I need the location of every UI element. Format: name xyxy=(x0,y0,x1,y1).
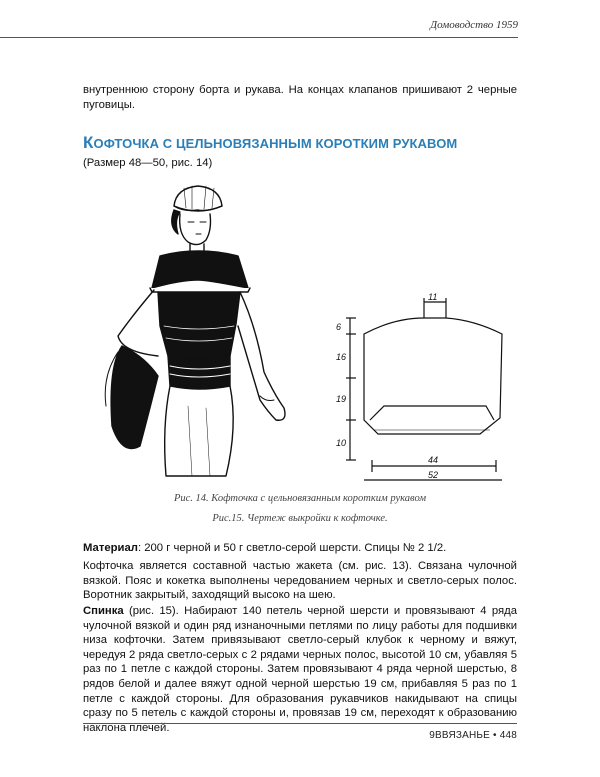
dim-left-3: 19 xyxy=(336,394,347,404)
description-paragraph: Кофточка является составной частью жакета (см. рис. 13). Связана чулочной вязкой. Пояс и кокетка выполнены чередованием черных и светло-серых полос. Воротник закрытый, заходящий высоко на шею. xyxy=(83,560,517,602)
section-title xyxy=(83,133,523,153)
pattern-diagram xyxy=(334,290,514,490)
dim-left-2: 16 xyxy=(336,352,347,362)
section-title-rest: ОФТОЧКА С ЦЕЛЬНОВЯЗАННЫМ КОРОТКИМ РУКАВОМ xyxy=(93,136,458,151)
section-subtitle: (Размер 48—50, рис. 14) xyxy=(83,157,213,169)
dim-bottom-outer: 52 xyxy=(428,470,439,480)
materials-label: Материал xyxy=(83,542,138,554)
running-head: Домоводство 1959 xyxy=(430,19,518,31)
dim-bottom-inner: 44 xyxy=(428,455,439,465)
dim-left-1: 6 xyxy=(336,322,342,332)
page-footer: 9ВВЯЗАНЬЕ • 448 xyxy=(429,730,517,741)
fashion-illustration-figure xyxy=(88,176,296,484)
header-rule xyxy=(0,37,518,38)
materials-paragraph xyxy=(83,541,517,556)
dim-top: 11 xyxy=(428,292,438,302)
footer-rule xyxy=(83,723,517,724)
materials-text: : 200 г черной и 50 г светло-серой шерсти. Спицы № 2 1/2. xyxy=(137,542,447,554)
back-label: Спинка xyxy=(83,605,124,617)
back-text: (рис. 15). Набирают 140 петель черной шерсти и провязывают 4 ряда чулочной вязкой и один ряд изнаночными петлями по лицу работы для подшивки низа кофточки. Затем привязывают светло-серый клубок к черному и вяжут, чередуя 2 ряда светло-серых с 2 рядами черных полос, высотой 10 см, убавляя 5 раз по 1 петле с каждой стороны. Затем провязывают 4 ряда черной шерстью, 8 рядов белой и далее вяжут одной черной шерстью 19 см, прибавляя 5 раз по 1 петле с каждой стороны. Для образования рукавчиков накидывают на спицы сразу по 5 петель с каждой стороны и, провязав 19 см, переходят к образованию наклона плечей. xyxy=(83,605,517,734)
back-instructions-paragraph xyxy=(83,604,517,735)
intro-paragraph: внутреннюю сторону борта и рукава. На концах клапанов пришивают 2 черные пуговицы. xyxy=(83,84,517,111)
figure-14-caption: Рис. 14. Кофточка с цельновязанным коротким рукавом xyxy=(173,493,427,504)
dim-left-4: 10 xyxy=(336,438,347,448)
section-title-initial: К xyxy=(83,133,94,152)
figure-15-caption: Рис.15. Чертеж выкройки к кофточке. xyxy=(212,513,388,524)
